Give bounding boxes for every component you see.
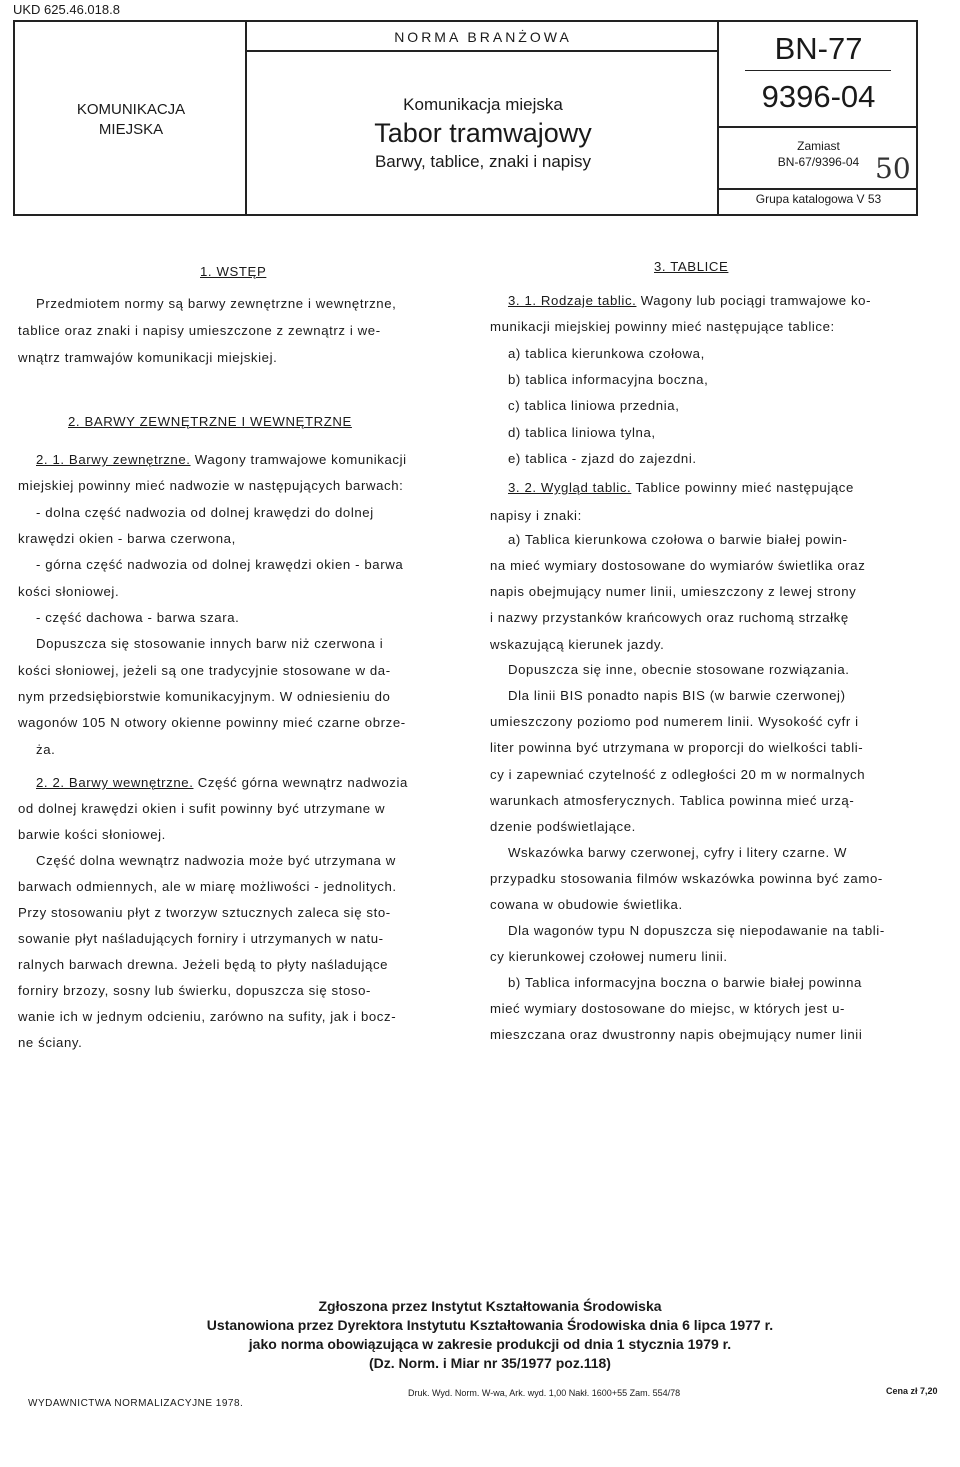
line-text: Część górna wewnątrz nadwozia: [197, 775, 408, 790]
text-line: [18, 1035, 82, 1050]
text-line: [508, 923, 885, 938]
text-line: [18, 323, 381, 338]
line-text: cowana w obudowie świetlika.: [490, 897, 683, 912]
line-text: a) Tablica kierunkowa czołowa o barwie białej powin-: [508, 532, 848, 547]
line-text: Część dolna wewnątrz nadwozia może być utrzymana w: [36, 853, 396, 868]
line-text: krawędzi okien - barwa czerwona,: [18, 531, 236, 546]
text-line: [490, 1027, 862, 1042]
text-line: [508, 372, 708, 387]
line-text: ralnych barwach drewna. Jeżeli będą to płyty naśladujące: [18, 957, 389, 972]
line-text: kości słoniowej, jeżeli są one tradycyjnie stosowane w da-: [18, 663, 391, 678]
text-line: [508, 845, 847, 860]
line-text: Wagony lub pociągi tramwajowe ko-: [640, 293, 872, 308]
line-text: umieszczony poziomo pod numerem linii. Wysokość cyfr i: [490, 714, 859, 729]
line-text: cy kierunkowej czołowej numeru linii.: [490, 949, 728, 964]
section-heading: 3. TABLICE: [654, 259, 729, 274]
text-line: [508, 451, 697, 466]
line-text: Przedmiotem normy są barwy zewnętrzne i wewnętrzne,: [36, 296, 397, 311]
text-line: [490, 558, 865, 573]
number-divider: [745, 70, 891, 71]
text-line: [36, 853, 396, 868]
handwritten-note: 50: [875, 152, 911, 185]
text-line: [36, 452, 407, 467]
line-text: Wagony tramwajowe komunikacji: [194, 452, 407, 467]
line-text: cy i zapewniać czytelność z odległości 20 m w normalnych: [490, 767, 866, 782]
line-text: napisy i znaki:: [490, 508, 582, 523]
line-text: Dla linii BIS ponadto napis BIS (w barwie czerwonej): [508, 688, 846, 703]
line-text: wanie ich w jednym odcieniu, zarówno na sufity, jak i bocz-: [18, 1009, 397, 1024]
text-line: [508, 662, 850, 677]
text-line: [18, 801, 385, 816]
norm-type: NORMA BRANŻOWA: [394, 29, 572, 45]
text-line: [18, 879, 397, 894]
text-line: [36, 742, 55, 757]
text-line: [508, 975, 862, 990]
text-line: [18, 478, 403, 493]
line-text: warunkach atmosferycznych. Tablica powinna mieć urzą-: [490, 793, 855, 808]
line-text: d) tablica liniowa tylna,: [508, 425, 656, 440]
line-text: barwach odmiennych, ale w miarę możliwości - jednolitych.: [18, 879, 397, 894]
text-line: [18, 663, 391, 678]
line-text: Dopuszcza się stosowanie innych barw niż czerwona i: [36, 636, 384, 651]
line-text: b) Tablica informacyjna boczna o barwie białej powinna: [508, 975, 862, 990]
text-line: [490, 793, 854, 808]
subsection-heading: 2. 2. Barwy wewnętrzne.: [36, 775, 194, 790]
replaces-value: BN-67/9396-04: [777, 155, 860, 169]
price: Cena zł 7,20: [886, 1386, 938, 1396]
text-line: [18, 905, 391, 920]
text-line: [490, 637, 664, 652]
replaces-label: Zamiast: [797, 139, 840, 153]
text-line: [36, 775, 408, 790]
catalog-group: Grupa katalogowa V 53: [755, 192, 882, 206]
line-text: na mieć wymiary dostosowane do wymiarów świetlika oraz: [490, 558, 866, 573]
line-text: munikacji miejskiej powinny mieć następujące tablice:: [490, 319, 835, 334]
line-text: Tablice powinny mieć następujące: [635, 480, 854, 495]
subtitle-area: Komunikacja miejska: [403, 95, 563, 114]
text-line: [36, 557, 403, 572]
section-heading: 2. BARWY ZEWNĘTRZNE I WEWNĘTRZNE: [68, 414, 352, 429]
line-text: Przy stosowaniu płyt z tworzyw sztucznych zaleca się sto-: [18, 905, 391, 920]
line-text: tablice oraz znaki i napisy umieszczone z zewnątrz i we-: [18, 323, 381, 338]
text-line: [490, 714, 859, 729]
line-text: od dolnej krawędzi okien i sufit powinny być utrzymane w: [18, 801, 386, 816]
text-line: [490, 610, 849, 625]
header-rule-number: [719, 126, 918, 128]
subsection-heading: 3. 2. Wygląd tablic.: [508, 480, 632, 495]
subtitle-scope: Barwy, tablice, znaki i napisy: [374, 152, 592, 171]
line-text: Dla wagonów typu N dopuszcza się niepodawanie na tabli-: [508, 923, 885, 938]
text-line: [18, 983, 371, 998]
approval-block: [120, 1297, 860, 1373]
text-line: [18, 957, 388, 972]
text-line: [18, 531, 236, 546]
subsection-heading: 3. 1. Rodzaje tablic.: [508, 293, 637, 308]
text-line: [490, 584, 856, 599]
document-header: [13, 20, 918, 216]
subsection-heading: 2. 1. Barwy zewnętrzne.: [36, 452, 191, 467]
line-text: b) tablica informacyjna boczna,: [508, 372, 709, 387]
text-line: [490, 508, 582, 523]
line-text: kości słoniowej.: [18, 584, 120, 599]
print-info: Druk. Wyd. Norm. W-wa, Ark. wyd. 1,00 Nakł. 1600+55 Zam. 554/78: [408, 1388, 681, 1398]
domain-label: [15, 22, 247, 218]
text-line: [490, 819, 636, 834]
approval-line: (Dz. Norm. i Miar nr 35/1977 poz.118): [369, 1355, 611, 1371]
text-line: [18, 827, 166, 842]
text-line: [508, 398, 679, 413]
text-line: [490, 949, 728, 964]
text-line: [18, 584, 119, 599]
section-heading: 1. WSTĘP: [200, 264, 267, 279]
publisher: WYDAWNICTWA NORMALIZACYJNE 1978.: [28, 1398, 244, 1409]
text-line: [490, 319, 835, 334]
line-text: sowanie płyt naśladujących forniry i utrzymanych w natu-: [18, 931, 384, 946]
text-line: [36, 636, 383, 651]
line-text: wskazującą kierunek jazdy.: [490, 637, 665, 652]
line-text: a) tablica kierunkowa czołowa,: [508, 346, 705, 361]
line-text: napis obejmujący numer linii, umieszczony z lewej strony: [490, 584, 857, 599]
header-rule-grupa: [719, 188, 918, 190]
text-line: [490, 1001, 845, 1016]
approval-line: Zgłoszona przez Instytut Kształtowania Środowiska: [318, 1298, 662, 1314]
line-text: wagonów 105 N otwory okienne powinny mieć czarne obrze-: [18, 715, 406, 730]
line-text: wnątrz tramwajów komunikacji miejskiej.: [18, 350, 278, 365]
line-text: ża.: [36, 742, 56, 757]
line-text: mieszczana oraz dwustronny napis obejmujący numer linii: [490, 1027, 863, 1042]
line-text: Wskazówka barwy czerwonej, cyfry i litery czarne. W: [508, 845, 848, 860]
text-line: [508, 293, 871, 308]
line-text: e) tablica - zjazd do zajezdni.: [508, 451, 697, 466]
udk-code: UKD 625.46.018.8: [13, 2, 120, 17]
text-line: [508, 480, 854, 495]
text-line: [18, 1009, 396, 1024]
line-text: Dopuszcza się inne, obecnie stosowane rozwiązania.: [508, 662, 850, 677]
standard-prefix: BN-77: [774, 31, 863, 66]
text-line: [508, 346, 705, 361]
text-line: [36, 610, 239, 625]
text-line: [18, 931, 384, 946]
text-line: [18, 689, 391, 704]
document-title: Tabor tramwajowy: [374, 118, 592, 148]
text-line: [490, 767, 865, 782]
line-text: liter powinna być utrzymana w proporcji do wielkości tabli-: [490, 740, 864, 755]
text-line: [18, 715, 406, 730]
domain-label-line1: KOMUNIKACJA: [76, 101, 186, 118]
text-line: [36, 296, 396, 311]
line-text: - dolna część nadwozia od dolnej krawędzi do dolnej: [36, 505, 374, 520]
line-text: - część dachowa - barwa szara.: [36, 610, 240, 625]
line-text: przypadku stosowania filmów wskazówka powinna być zamo-: [490, 871, 883, 886]
title-block: [247, 52, 719, 216]
approval-line: Ustanowiona przez Dyrektora Instytutu Kształtowania Środowiska dnia 6 lipca 1977 r.: [206, 1317, 774, 1333]
line-text: miejskiej powinny mieć nadwozie w następujących barwach:: [18, 478, 404, 493]
text-line: [490, 871, 883, 886]
text-line: [508, 532, 848, 547]
line-text: - górna część nadwozia od dolnej krawędzi okien - barwa: [36, 557, 404, 572]
line-text: i nazwy przystanków krańcowych oraz ruchomą strzałkę: [490, 610, 849, 625]
line-text: forniry brzozy, sosny lub świerku, dopuszcza się stoso-: [18, 983, 372, 998]
line-text: nym przedsiębiorstwie komunikacyjnym. W odniesieniu do: [18, 689, 391, 704]
line-text: dzenie podświetlające.: [490, 819, 636, 834]
line-text: c) tablica liniowa przednia,: [508, 398, 680, 413]
text-line: [490, 897, 683, 912]
approval-line: jako norma obowiązująca w zakresie produkcji od dnia 1 stycznia 1979 r.: [248, 1336, 732, 1352]
text-line: [508, 425, 656, 440]
text-line: [36, 505, 374, 520]
domain-label-line2: MIEJSKA: [98, 121, 164, 138]
text-line: [18, 350, 277, 365]
standard-number: 9396-04: [761, 79, 876, 114]
line-text: ne ściany.: [18, 1035, 83, 1050]
line-text: barwie kości słoniowej.: [18, 827, 166, 842]
text-line: [508, 688, 846, 703]
line-text: mieć wymiary dostosowane do miejsc, w których jest u-: [490, 1001, 845, 1016]
text-line: [490, 740, 863, 755]
